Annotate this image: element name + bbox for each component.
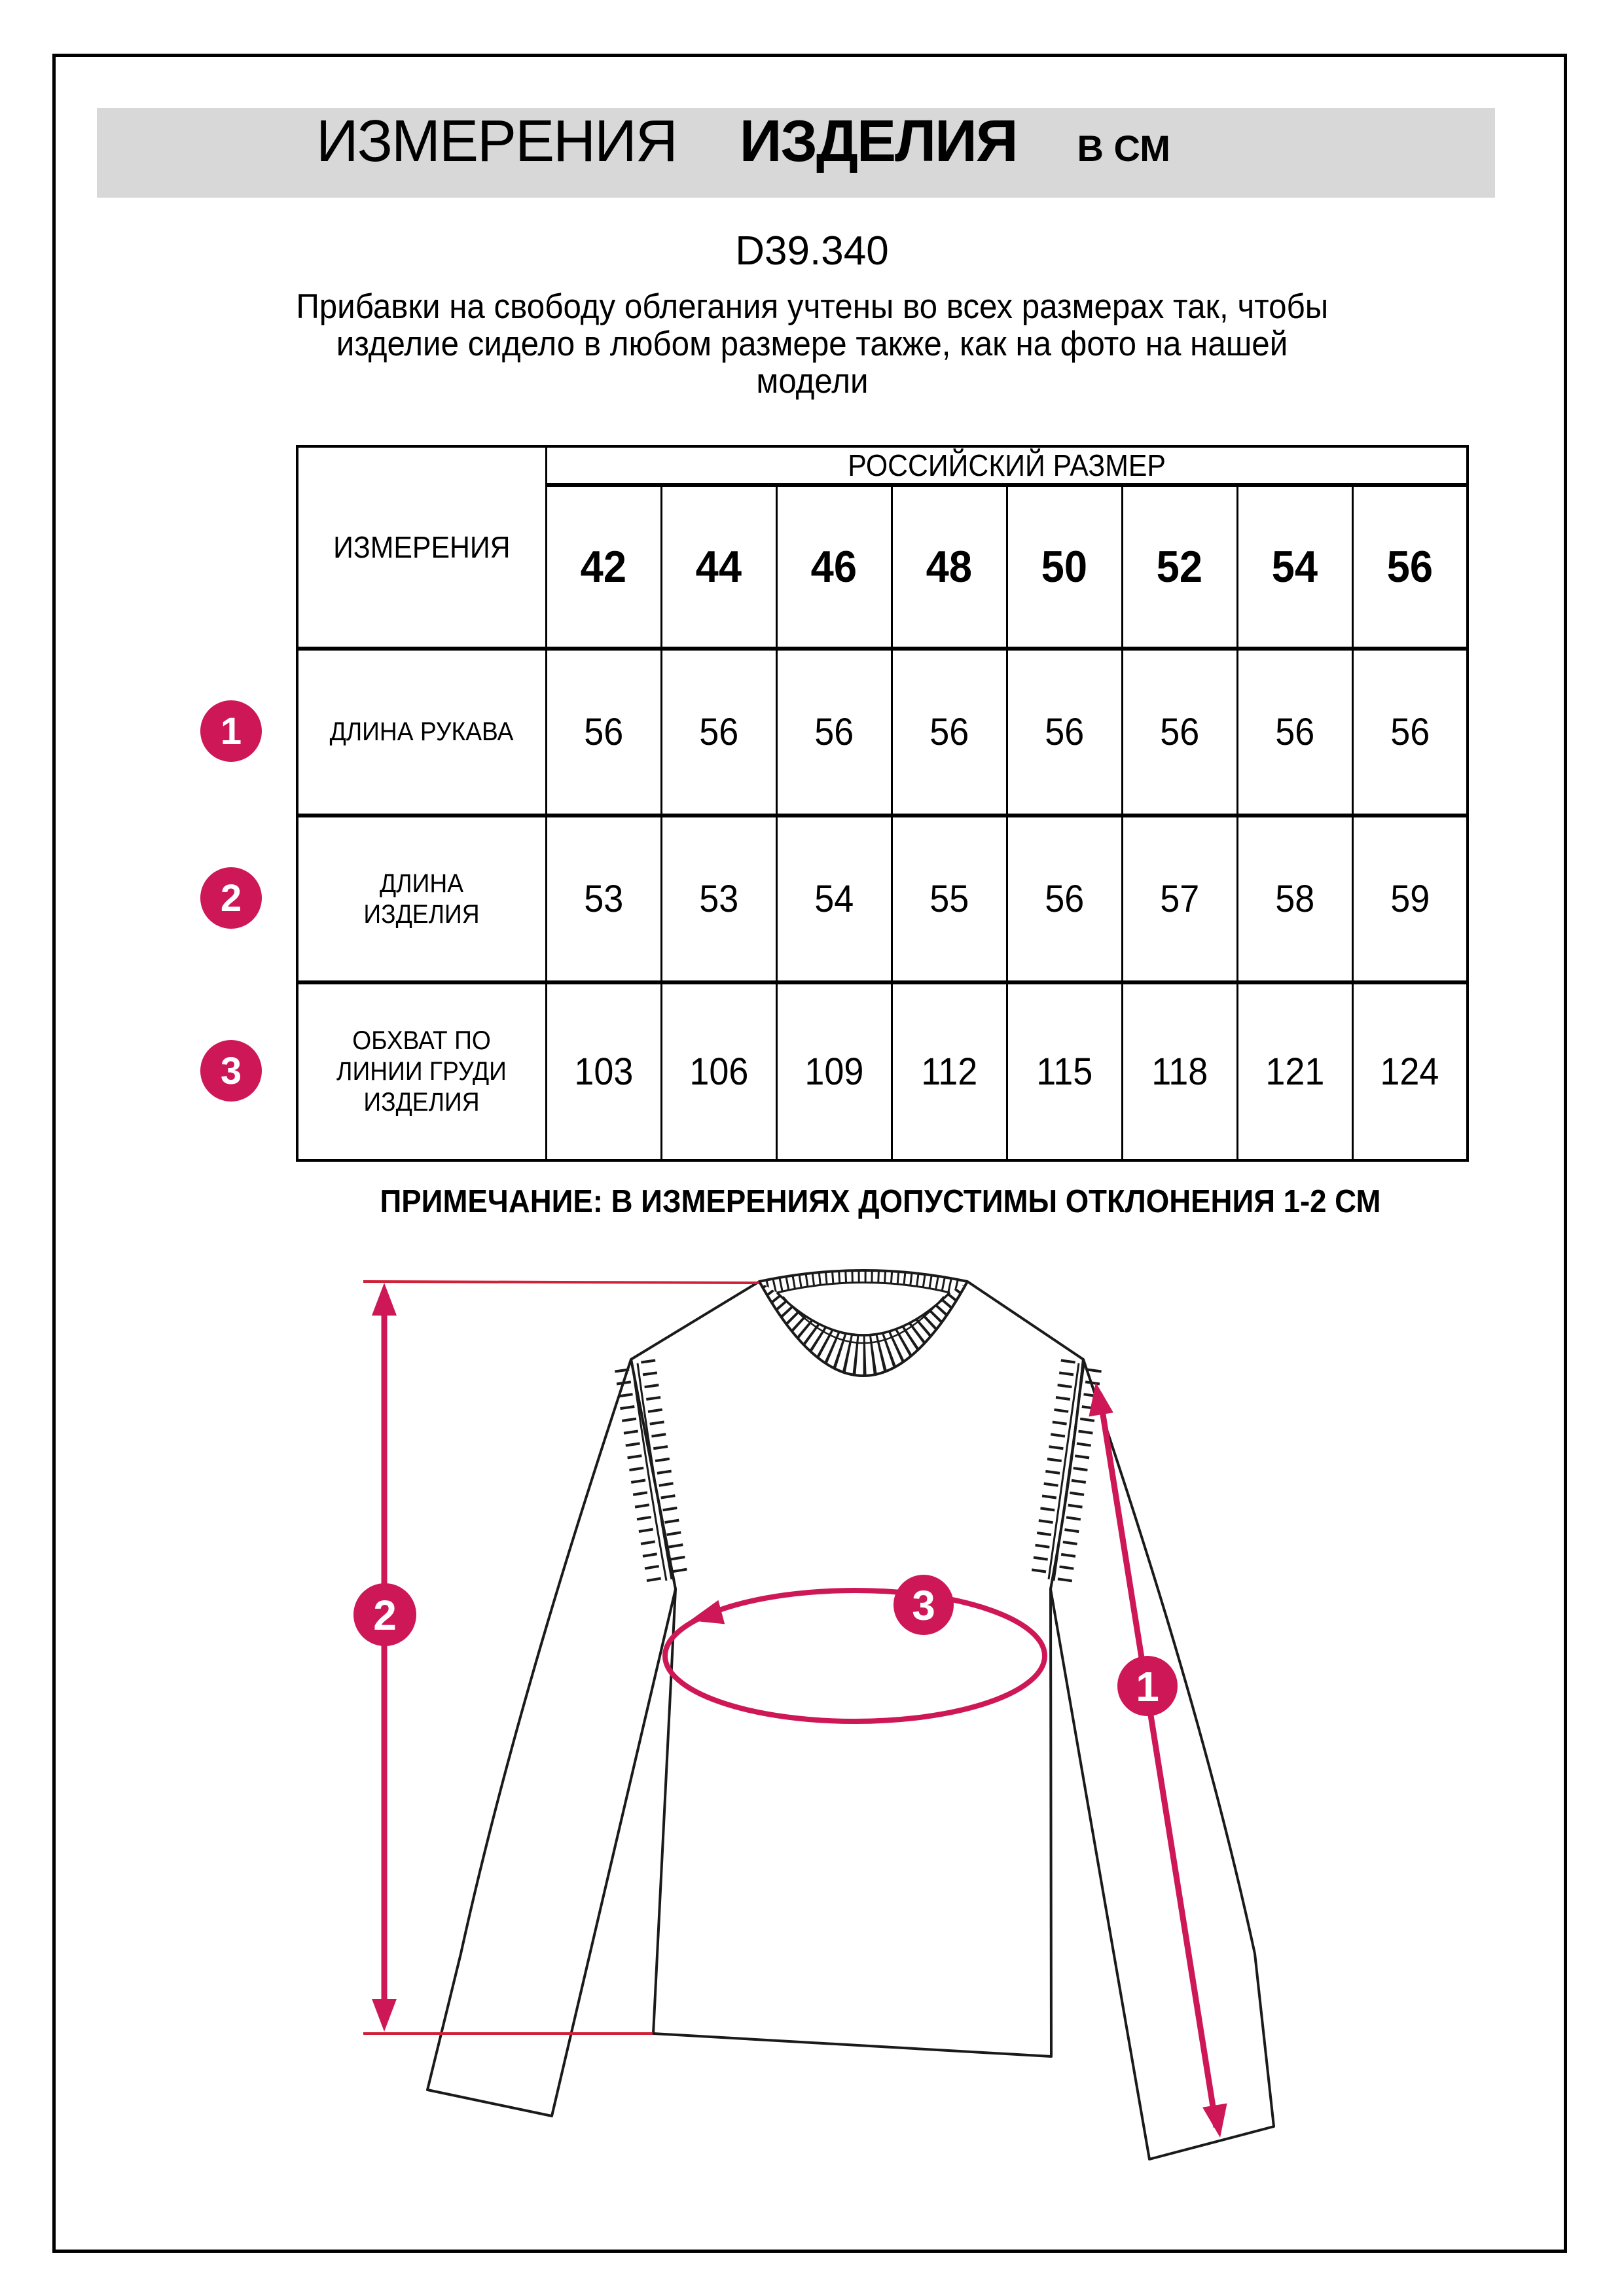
size-column-header: 50 bbox=[1007, 485, 1122, 649]
page-title-unit: В СМ bbox=[1077, 128, 1170, 169]
measurement-value-cell: 109 bbox=[776, 982, 892, 1160]
measurement-value-cell: 59 bbox=[1352, 816, 1468, 982]
size-column-header: 52 bbox=[1122, 485, 1237, 649]
measurement-value-cell: 103 bbox=[546, 982, 661, 1160]
diagram-marker-1 bbox=[1117, 1656, 1178, 1716]
measurement-value-cell: 124 bbox=[1352, 982, 1468, 1160]
tolerance-note: ПРИМЕЧАНИЕ: В ИЗМЕРЕНИЯХ ДОПУСТИМЫ ОТКЛОНЕНИЯ 1-2 СМ bbox=[380, 1184, 1381, 1219]
fit-description-line: изделие сидело в любом размере также, как на фото на нашей bbox=[336, 325, 1288, 363]
right-sleeve bbox=[1051, 1359, 1274, 2159]
top-reference-line bbox=[363, 1282, 759, 1283]
measurement-value-cell: 57 bbox=[1122, 816, 1237, 982]
size-table bbox=[296, 445, 1469, 1162]
page-title-main: ИЗМЕРЕНИЯ bbox=[316, 109, 677, 174]
size-column-header: 42 bbox=[546, 485, 661, 649]
row-label: ДЛИНА РУКАВА bbox=[297, 649, 546, 816]
svg-text:2: 2 bbox=[373, 1592, 397, 1639]
measurement-value-cell: 56 bbox=[1007, 816, 1122, 982]
fit-description-line: Прибавки на свободу облегания учтены во всех размерах так, чтобы bbox=[296, 287, 1328, 326]
row-marker-1: 1 bbox=[200, 700, 262, 762]
measurement-value-cell: 56 bbox=[1237, 649, 1352, 816]
table-row-product-length bbox=[297, 816, 1468, 982]
measurement-value-cell: 112 bbox=[892, 982, 1007, 1160]
measurement-value-cell: 56 bbox=[1122, 649, 1237, 816]
row-marker-3: 3 bbox=[200, 1040, 262, 1102]
diagram-marker-3 bbox=[893, 1575, 954, 1635]
fit-description-line: модели bbox=[755, 362, 869, 401]
measurement-value-cell: 56 bbox=[546, 649, 661, 816]
measurement-value-cell: 56 bbox=[661, 649, 776, 816]
size-column-header: 48 bbox=[892, 485, 1007, 649]
measurement-value-cell: 56 bbox=[1352, 649, 1468, 816]
fit-description bbox=[0, 288, 1624, 400]
left-sleeve bbox=[427, 1359, 676, 2116]
measurement-value-cell: 58 bbox=[1237, 816, 1352, 982]
measurement-value-cell: 54 bbox=[776, 816, 892, 982]
measurements-corner-header: ИЗМЕРЕНИЯ bbox=[297, 446, 546, 649]
measurement-value-cell: 106 bbox=[661, 982, 776, 1160]
size-column-header: 44 bbox=[661, 485, 776, 649]
measurement-value-cell: 115 bbox=[1007, 982, 1122, 1160]
garment-diagram bbox=[295, 1230, 1342, 2212]
page-title-secondary: ИЗДЕЛИЯ bbox=[739, 109, 1017, 174]
measurement-value-cell: 53 bbox=[661, 816, 776, 982]
row-label: ДЛИНА ИЗДЕЛИЯ bbox=[297, 816, 546, 982]
size-column-header: 46 bbox=[776, 485, 892, 649]
torso bbox=[631, 1282, 1083, 2056]
measurement-value-cell: 56 bbox=[776, 649, 892, 816]
measurement-value-cell: 121 bbox=[1237, 982, 1352, 1160]
size-column-header: 54 bbox=[1237, 485, 1352, 649]
table-row-sleeve-length bbox=[297, 649, 1468, 816]
title-band bbox=[97, 108, 1495, 198]
product-length-arrow bbox=[372, 1283, 397, 2032]
measurement-value-cell: 56 bbox=[892, 649, 1007, 816]
measurement-value-cell: 56 bbox=[1007, 649, 1122, 816]
measurement-value-cell: 53 bbox=[546, 816, 661, 982]
size-column-header: 56 bbox=[1352, 485, 1468, 649]
table-row-chest-girth bbox=[297, 982, 1468, 1160]
measurement-value-cell: 55 bbox=[892, 816, 1007, 982]
svg-text:3: 3 bbox=[912, 1582, 935, 1629]
svg-text:1: 1 bbox=[1136, 1663, 1159, 1710]
measurement-value-cell: 118 bbox=[1122, 982, 1237, 1160]
row-label: ОБХВАТ ПО ЛИНИИ ГРУДИ ИЗДЕЛИЯ bbox=[297, 982, 546, 1160]
product-code: D39.340 bbox=[735, 228, 889, 274]
row-marker-2: 2 bbox=[200, 867, 262, 929]
diagram-marker-2 bbox=[353, 1583, 416, 1646]
russian-size-header: РОССИЙСКИЙ РАЗМЕР bbox=[546, 446, 1468, 485]
